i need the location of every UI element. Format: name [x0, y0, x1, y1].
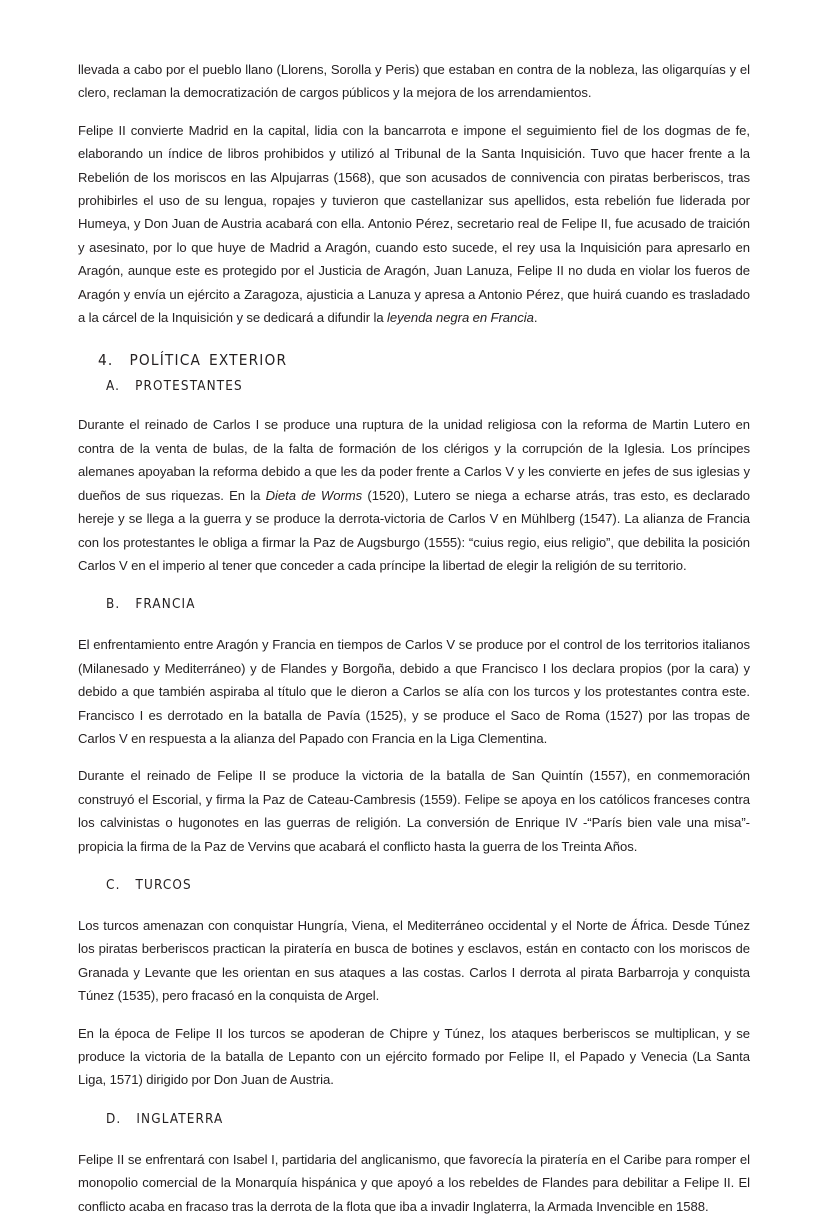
document-body: [78, 58, 750, 1218]
heading-protestantes: [78, 375, 750, 399]
heading-text: POLÍTICA EXTERIOR: [129, 351, 288, 370]
heading-text: PROTESTANTES: [135, 379, 243, 395]
heading-marker: C.: [106, 877, 121, 893]
heading-marker: B.: [106, 597, 121, 613]
paragraph-protestantes-1: Durante el reinado de Carlos I se produce una ruptura de la unidad religiosa con la reforma de Martin Lutero en contra de la venta de bulas, de la falta de formación de los clérigos y la corrupción de la Iglesia. Los príncipes alemanes apoyaban la reforma debido a que les da poder frente a Carlos V y les convierte en jefes de sus iglesias y dueños de sus riquezas. En la Dieta de Worms (1520), Lutero se niega a echarse atrás, tras esto, es declarado hereje y se llega a la guerra y se produce la derrota-victoria de Carlos V en Mühlberg (1547). La alianza de Francia con los protestantes le obliga a firmar la Paz de Augsburgo (1555): “cuius regio, eius religio”, que debilita la posición Carlos V en el imperio al tener que conceder a cada príncipe la libertad de elegir la religión de su territorio.: [78, 417, 750, 573]
heading-politica-exterior: [78, 347, 750, 373]
heading-marker: A.: [106, 379, 121, 395]
heading-text: FRANCIA: [135, 597, 196, 613]
heading-marker: 4.: [98, 351, 114, 370]
heading-text: TURCOS: [135, 877, 192, 893]
paragraph-felipe-ii-politica-interior: Felipe II convierte Madrid en la capital, lidia con la bancarrota e impone el seguimiento fiel de los dogmas de fe, elaborando un índice de libros prohibidos y utilizó al Tribunal de la Santa Inquisición. Tuvo que hacer frente a la Rebelión de los moriscos en las Alpujarras (1568), que son acusados de connivencia con piratas berberiscos, tras prohibirles el uso de su lengua, ropajes y tuvieron que castellanizar sus apellidos, esta rebelión fue liderada por Humeya, y Don Juan de Austria acabará con ella. Antonio Pérez, secretario real de Felipe II, fue acusado de traición y asesinato, por lo que huye de Madrid a Aragón, cuando esto sucede, el rey usa la Inquisición para apresarlo en Aragón, aunque este es protegido por el Justicia de Aragón, Juan Lanuza, Felipe II no duda en violar los fueros de Aragón y envía un ejército a Zaragoza, ajusticia a Lanuza y apresa a Antonio Pérez, que huirá cuando es trasladado a la cárcel de la Inquisición y se dedicará a difundir la leyenda negra en Francia.: [78, 122, 750, 326]
paragraph-inglaterra-1: Felipe II se enfrentará con Isabel I, partidaria del anglicanismo, que favorecía la piratería en el Caribe para romper el monopolio comercial de la Monarquía hispánica y que apoyó a los rebeldes de Flandes para debilitar a Felipe II. El conflicto acaba en fracaso tras la derrota de la flota que iba a invadir Inglaterra, la Armada Invencible en 1588.: [78, 1151, 750, 1214]
paragraph-germanias-continuation: llevada a cabo por el pueblo llano (Llorens, Sorolla y Peris) que estaban en contra de la nobleza, las oligarquías y el clero, reclaman la democratización de cargos públicos y la mejora de los arrendamientos.: [78, 62, 750, 101]
paragraph-francia-2: Durante el reinado de Felipe II se produce la victoria de la batalla de San Quintín (1557), en conmemoración construyó el Escorial, y firma la Paz de Cateau-Cambresis (1559). Felipe se apoya en los católicos franceses contra los calvinistas o hugonotes en las guerras de religión. La conversión de Enrique IV -“París bien vale una misa”- propicia la firma de la Paz de Vervins que acabará el conflicto hasta la guerra de los Treinta Años.: [78, 768, 750, 854]
heading-francia: [78, 593, 750, 617]
paragraph-turcos-2: En la época de Felipe II los turcos se apoderan de Chipre y Túnez, los ataques berberiscos se multiplican, y se produce la victoria de la batalla de Lepanto con un ejército formado por Felipe II, el Papado y Venecia (La Santa Liga, 1571) dirigido por Don Juan de Austria.: [78, 1025, 750, 1088]
heading-turcos: [78, 874, 750, 898]
paragraph-francia-1: El enfrentamiento entre Aragón y Francia en tiempos de Carlos V se produce por el control de los territorios italianos (Milanesado y Mediterráneo) y de Flandes y Borgoña, debido a que Francisco I los declara propios (por la cara) y debido a que también aspiraba al título que le dieron a Carlos se alía con los turcos y los protestantes contra este. Francisco I es derrotado en la batalla de Pavía (1525), y se produce el Saco de Roma (1527) por las tropas de Carlos V en respuesta a la alianza del Papado con Francia en la Liga Clementina.: [78, 637, 750, 746]
heading-inglaterra: [78, 1108, 750, 1132]
heading-marker: D.: [106, 1111, 122, 1127]
heading-text: INGLATERRA: [136, 1111, 224, 1127]
paragraph-turcos-1: Los turcos amenazan con conquistar Hungría, Viena, el Mediterráneo occidental y el Norte de África. Desde Túnez los piratas berberiscos practican la piratería en busca de botines y esclavos, están en contacto con los moriscos de Granada y Levante que les orientan en sus ataques a las costas. Carlos I derrota al pirata Barbarroja y conquista Túnez (1535), pero fracasó en la conquista de Argel.: [78, 917, 750, 1004]
